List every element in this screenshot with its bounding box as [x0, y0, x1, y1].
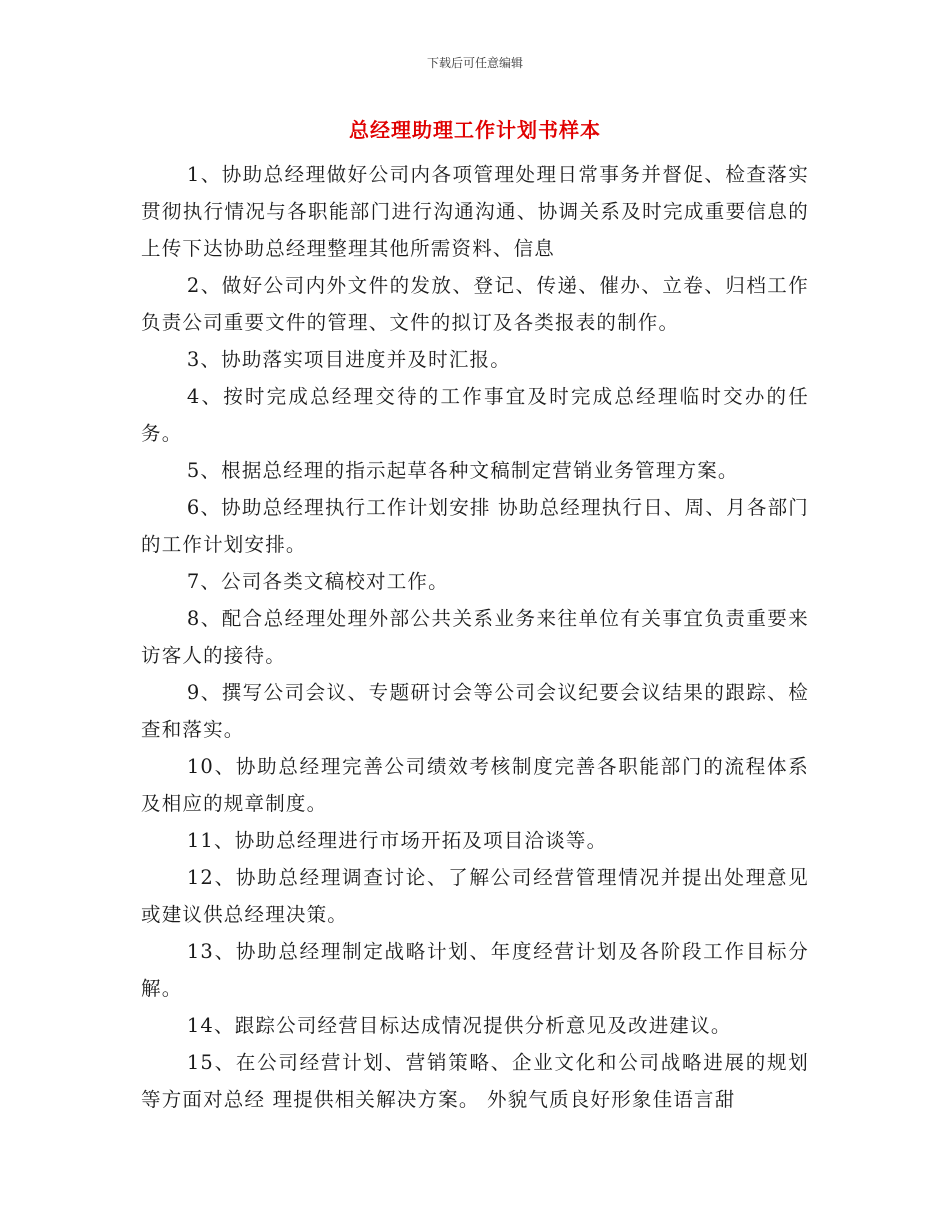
paragraph-11: 11、协助总经理进行市场开拓及项目洽谈等。 — [186, 829, 608, 852]
paragraph-6: 6、协助总经理执行工作计划安排 协助总经理执行日、周、月各部门的工作计划安排。 — [141, 496, 809, 556]
paragraph-10: 10、协助总经理完善公司绩效考核制度完善各职能部门的流程体系及相应的规章制度。 — [141, 755, 809, 815]
paragraph-12: 12、协助总经理调查讨论、了解公司经营管理情况并提出处理意见或建议供总经理决策。 — [141, 866, 809, 926]
paragraph-15: 15、在公司经营计划、营销策略、企业文化和公司战略进展的规划等方面对总经 理提供相关解决方案。 外貌气质良好形象佳语言甜 — [141, 1051, 809, 1111]
paragraph-3: 3、协助落实项目进度并及时汇报。 — [186, 348, 511, 371]
paragraph-2: 2、做好公司内外文件的发放、登记、传递、催办、立卷、归档工作负责公司重要文件的管理、文件的拟订及各类报表的制作。 — [141, 274, 809, 334]
document-body — [141, 156, 809, 1118]
paragraph-4: 4、按时完成总经理交待的工作事宜及时完成总经理临时交办的任务。 — [141, 385, 809, 445]
paragraph-13: 13、协助总经理制定战略计划、年度经营计划及各阶段工作目标分解。 — [141, 940, 809, 1000]
paragraph-7: 7、公司各类文稿校对工作。 — [186, 570, 449, 593]
header-note: 下载后可任意编辑 — [426, 56, 523, 70]
paragraph-14: 14、跟踪公司经营目标达成情况提供分析意见及改进建议。 — [186, 1014, 732, 1037]
paragraph-8: 8、配合总经理处理外部公共关系业务来往单位有关事宜负责重要来访客人的接待。 — [141, 607, 809, 667]
paragraph-9: 9、撰写公司会议、专题研讨会等公司会议纪要会议结果的跟踪、检查和落实。 — [141, 681, 809, 741]
paragraph-1: 1、协助总经理做好公司内各项管理处理日常事务并督促、检查落实贯彻执行情况与各职能部门进行沟通沟通、协调关系及时完成重要信息的上传下达协助总经理整理其他所需资料、信息 — [141, 163, 809, 260]
paragraph-5: 5、根据总经理的指示起草各种文稿制定营销业务管理方案。 — [186, 459, 739, 482]
document-title: 总经理助理工作计划书样本 — [349, 118, 601, 142]
